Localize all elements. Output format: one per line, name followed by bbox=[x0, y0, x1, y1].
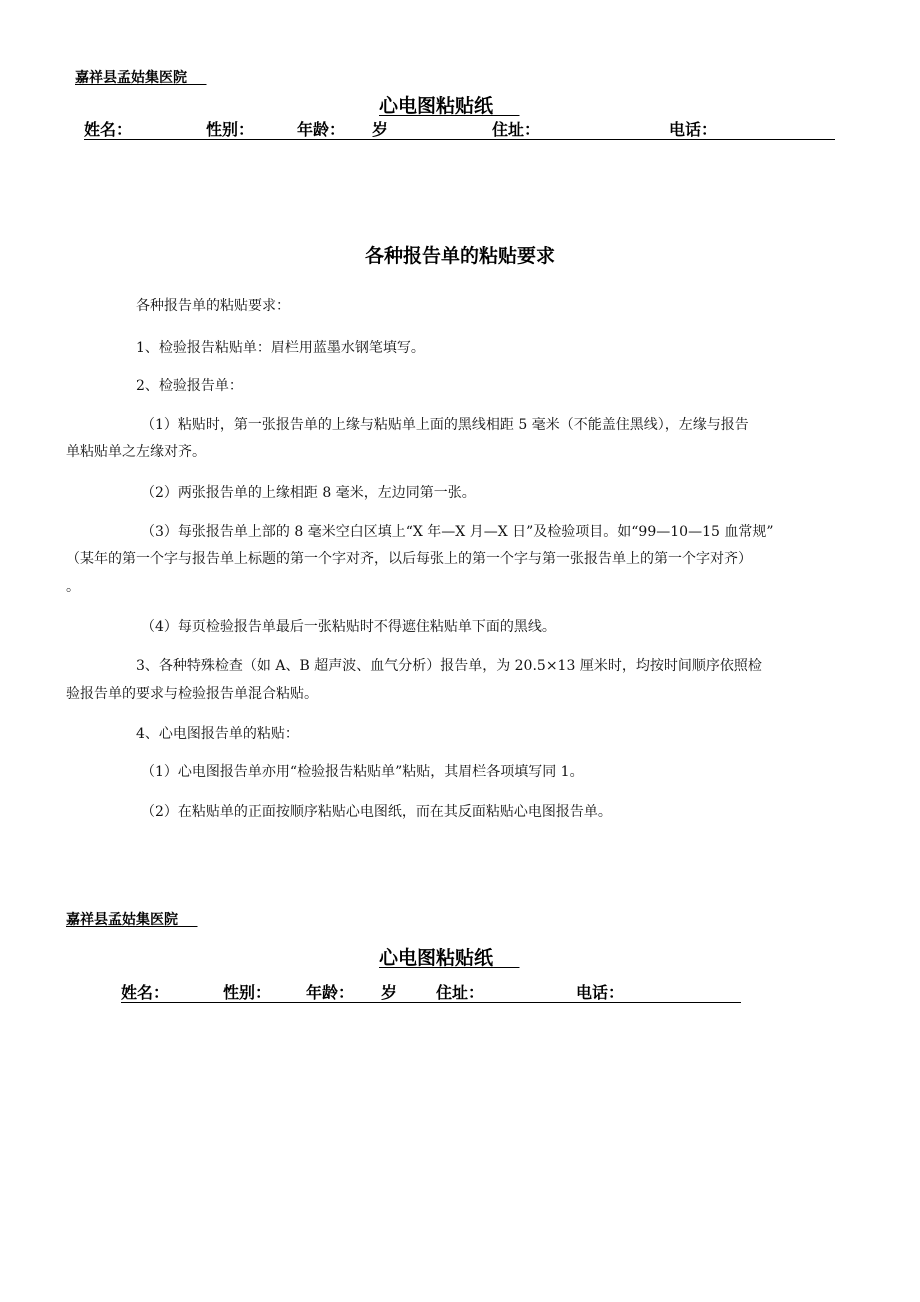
phone-label-2: 电话： bbox=[576, 983, 625, 1002]
item-1: 1、检验报告粘贴单：眉栏用蓝墨水钢笔填写。 bbox=[136, 340, 425, 356]
age-unit-2: 岁 bbox=[381, 983, 398, 1002]
item-4: 4、心电图报告单的粘贴： bbox=[136, 726, 299, 742]
form-title-2: 心电图粘贴纸 bbox=[379, 947, 494, 969]
age-label-2: 年龄： bbox=[306, 983, 355, 1002]
name-label-2: 姓名： bbox=[121, 983, 170, 1002]
item-2-1-line2: 单粘贴单之左缘对齐。 bbox=[66, 444, 206, 460]
item-2: 2、检验报告单： bbox=[136, 378, 243, 394]
section-title: 各种报告单的粘贴要求 bbox=[364, 245, 555, 267]
age-label: 年龄： bbox=[297, 120, 346, 139]
phone-label: 电话： bbox=[669, 120, 718, 139]
address-label-2: 住址： bbox=[436, 983, 485, 1002]
hospital-name: 嘉祥县孟姑集医院 bbox=[75, 70, 187, 86]
item-2-3-line2: （某年的第一个字与报告单上标题的第一个字对齐，以后每张上的第一个字与第一张报告单上的第一个字对齐） bbox=[66, 551, 752, 567]
item-2-3-line3: 。 bbox=[66, 579, 80, 595]
item-2-2: （2）两张报告单的上缘相距 8 毫米，左边同第一张。 bbox=[141, 485, 476, 501]
age-unit: 岁 bbox=[372, 120, 389, 139]
item-3-line2: 验报告单的要求与检验报告单混合粘贴。 bbox=[66, 686, 318, 702]
patient-info-row bbox=[84, 117, 835, 140]
item-3-line1: 3、各种特殊检查（如 A、B 超声波、血气分析）报告单，为 20.5×13 厘米时，均按时间顺序依照检 bbox=[136, 658, 762, 674]
item-2-1-line1: （1）粘贴时，第一张报告单的上缘与粘贴单上面的黑线相距 5 毫米（不能盖住黑线），左缘与报告 bbox=[141, 417, 749, 433]
gender-label-2: 性别： bbox=[223, 983, 272, 1002]
item-4-2: （2）在粘贴单的正面按顺序粘贴心电图纸，而在其反面粘贴心电图报告单。 bbox=[141, 804, 612, 820]
intro-text: 各种报告单的粘贴要求： bbox=[136, 298, 290, 314]
item-4-1: （1）心电图报告单亦用“检验报告粘贴单”粘贴，其眉栏各项填写同 1。 bbox=[141, 764, 584, 780]
name-label: 姓名： bbox=[84, 120, 133, 139]
gender-label: 性别： bbox=[206, 120, 255, 139]
form-title: 心电图粘贴纸 bbox=[379, 95, 494, 117]
patient-info-row-2 bbox=[121, 980, 741, 1003]
item-2-3-line1: （3）每张报告单上部的 8 毫米空白区填上“X 年—X 月—X 日”及检验项目。如“99—10—15 血常规” bbox=[141, 524, 774, 540]
hospital-name-2: 嘉祥县孟姑集医院 bbox=[66, 912, 178, 928]
address-label: 住址： bbox=[492, 120, 541, 139]
item-2-4: （4）每页检验报告单最后一张粘贴时不得遮住粘贴单下面的黑线。 bbox=[141, 619, 556, 635]
